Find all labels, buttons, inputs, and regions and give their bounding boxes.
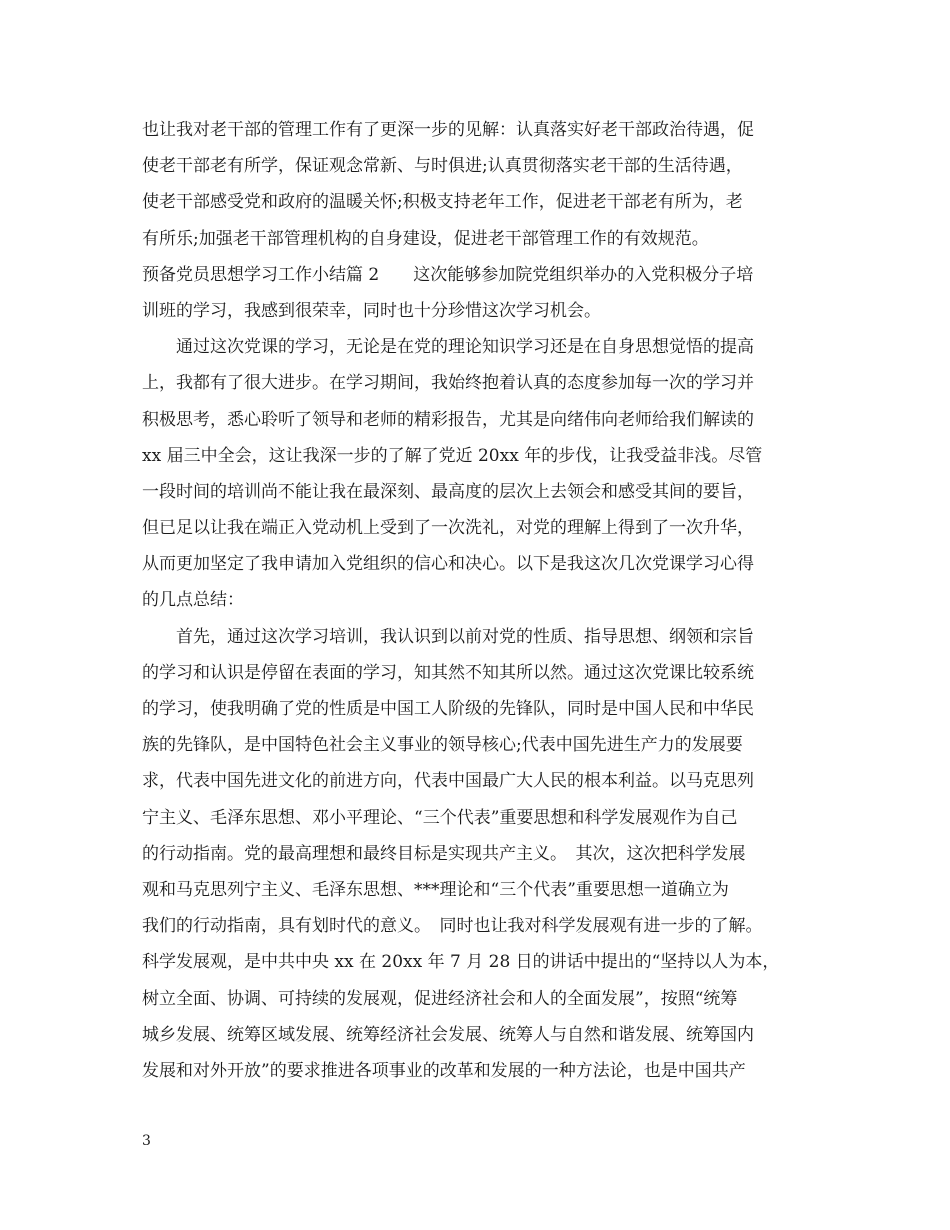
section-heading-line: 预备党员思想学习工作小结篇 2 这次能够参加院党组织举办的入党积极分子培: [142, 264, 754, 285]
page-number: 3: [142, 1133, 151, 1149]
text-line: 树立全面、协调、可持续的发展观，促进经济社会和人的全面发展”，按照“统筹: [142, 988, 738, 1009]
paragraph-start-line: 首先，通过这次学习培训，我认识到以前对党的性质、指导思想、纲领和宗旨: [176, 626, 754, 647]
text-line: 从而更加坚定了我申请加入党组织的信心和决心。以下是我这次几次党课学习心得: [142, 554, 754, 575]
text-line: 的几点总结：: [142, 590, 244, 611]
text-line: 我们的行动指南，具有划时代的意义。 同时也让我对科学发展观有进一步的了解。: [142, 916, 763, 937]
text-line: 科学发展观，是中共中央 xx 在 20xx 年 7 月 28 日的讲话中提出的“坚持以人为本，: [142, 952, 780, 973]
text-line: 训班的学习，我感到很荣幸，同时也十分珍惜这次学习机会。: [142, 300, 601, 321]
text-line: 但已足以让我在端正入党动机上受到了一次洗礼，对党的理解上得到了一次升华，: [142, 518, 754, 539]
text-line: 有所乐;加强老干部管理机构的自身建设，促进老干部管理工作的有效规范。: [142, 228, 709, 249]
text-line: 求，代表中国先进文化的前进方向，代表中国最广大人民的根本利益。以马克思列: [142, 771, 754, 792]
body-text: [142, 115, 812, 1092]
text-line: 一段时间的培训尚不能让我在最深刻、最高度的层次上去领会和感受其间的要旨，: [142, 481, 754, 502]
text-line: 积极思考，悉心聆听了领导和老师的精彩报告，尤其是向绪伟向老师给我们解读的: [142, 409, 754, 430]
text-line: 使老干部老有所学，保证观念常新、与时俱进;认真贯彻落实老干部的生活待遇，: [142, 156, 743, 177]
text-line: 的学习和认识是停留在表面的学习，知其然不知其所以然。通过这次党课比较系统: [142, 662, 754, 683]
text-line: 的行动指南。党的最高理想和最终目标是实现共产主义。 其次，这次把科学发展: [142, 843, 746, 864]
text-line: 上，我都有了很大进步。在学习期间，我始终抱着认真的态度参加每一次的学习并: [142, 373, 754, 394]
text-line: 也让我对老干部的管理工作有了更深一步的见解：认真落实好老干部政治待遇，促: [142, 120, 754, 140]
text-line: 发展和对外开放”的要求推进各项事业的改革和发展的一种方法论，也是中国共产: [142, 1060, 746, 1081]
text-line: xx 届三中全会，这让我深一步的了解了党近 20xx 年的步伐，让我受益非浅。尽管: [142, 445, 763, 466]
text-line: 族的先锋队，是中国特色社会主义事业的领导核心;代表中国先进生产力的发展要: [142, 735, 743, 756]
text-line: 的学习，使我明确了党的性质是中国工人阶级的先锋队，同时是中国人民和中华民: [142, 699, 754, 719]
text-line: 使老干部感受党和政府的温暖关怀;积极支持老年工作，促进老干部老有所为，老: [142, 192, 743, 213]
text-line: 城乡发展、统筹区域发展、统筹经济社会发展、统筹人与自然和谐发展、统筹国内: [142, 1024, 754, 1045]
text-line: 观和马克思列宁主义、毛泽东思想、***理论和“三个代表”重要思想一道确立为: [142, 879, 729, 900]
paragraph-start-line: 通过这次党课的学习，无论是在党的理论知识学习还是在自身思想觉悟的提高: [176, 337, 754, 358]
text-line: 宁主义、毛泽东思想、邓小平理论、“三个代表”重要思想和科学发展观作为自己: [142, 807, 738, 828]
